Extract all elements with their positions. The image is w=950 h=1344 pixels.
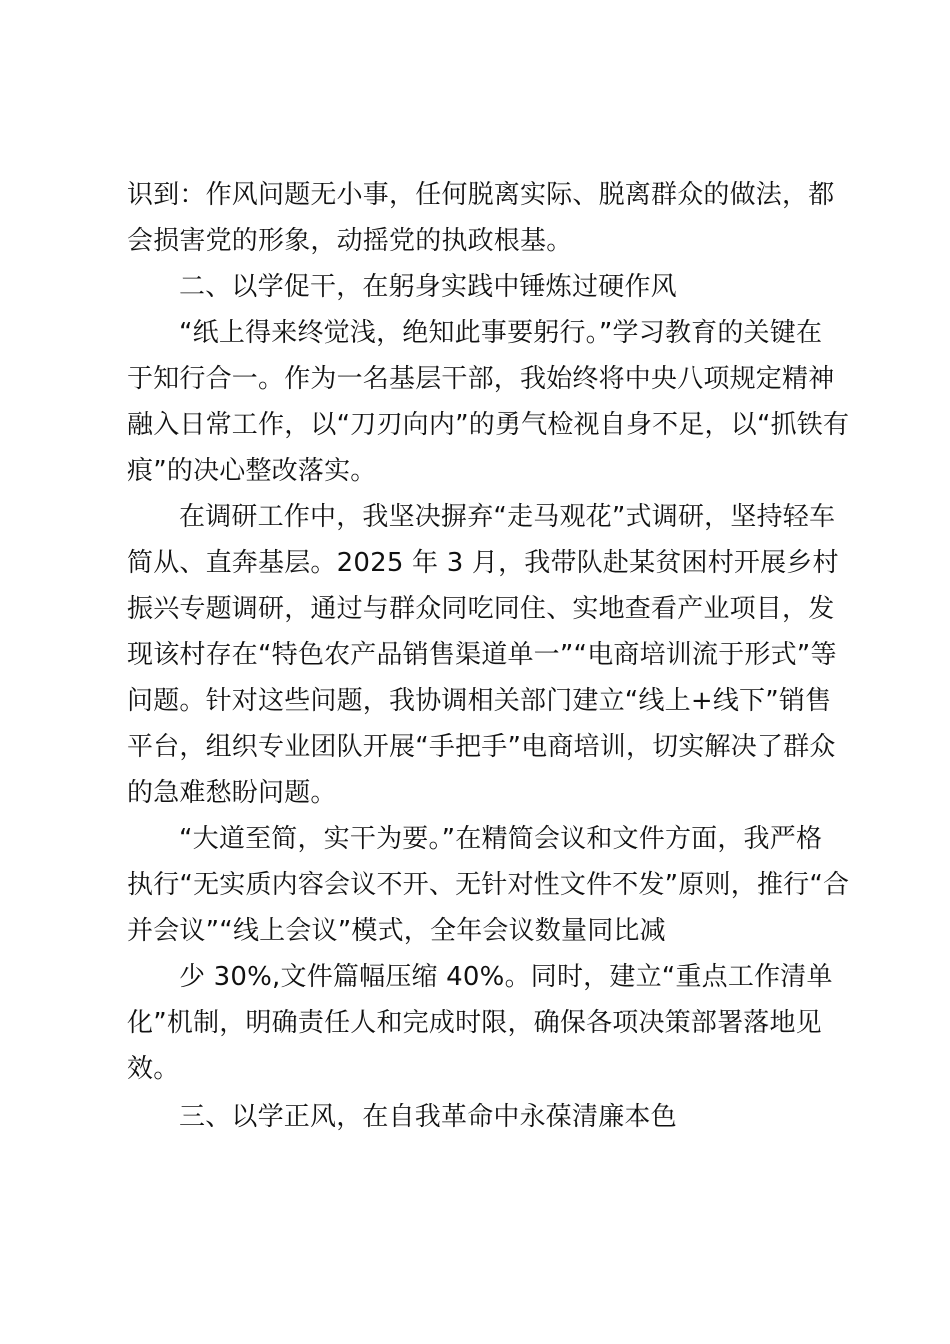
- paragraph-line: “大道至简，实干为要。”在精简会议和文件方面，我严格: [179, 824, 823, 854]
- paragraph-line: 并会议”“线上会议”模式，全年会议数量同比减: [127, 916, 666, 946]
- paragraph-line: 在调研工作中，我坚决摒弃“走马观花”式调研，坚持轻车: [179, 502, 836, 532]
- paragraph-line: 简从、直奔基层。2025 年 3 月，我带队赴某贫困村开展乡村: [127, 548, 839, 578]
- paragraph-line: 问题。针对这些问题，我协调相关部门建立“线上+线下”销售: [127, 686, 832, 716]
- paragraph-line: 的急难愁盼问题。: [127, 778, 337, 808]
- paragraph-line: 少 30%,文件篇幅压缩 40%。同时，建立“重点工作清单: [179, 962, 833, 992]
- paragraph-line: 痕”的决心整改落实。: [127, 456, 377, 486]
- paragraph-line: 识到：作风问题无小事，任何脱离实际、脱离群众的做法，都: [127, 180, 835, 210]
- paragraph-line: 融入日常工作，以“刀刃向内”的勇气检视自身不足，以“抓铁有: [127, 410, 850, 440]
- paragraph-line: 平台，组织专业团队开展“手把手”电商培训，切实解决了群众: [127, 732, 836, 762]
- paragraph-line: 现该村存在“特色农产品销售渠道单一”“电商培训流于形式”等: [127, 640, 837, 670]
- paragraph-line: 会损害党的形象，动摇党的执政根基。: [127, 226, 573, 256]
- paragraph-line: 振兴专题调研，通过与群众同吃同住、实地查看产业项目，发: [127, 594, 835, 624]
- paragraph-line: “纸上得来终觉浅，绝知此事要躬行。”学习教育的关键在: [179, 318, 823, 348]
- paragraph-line: 效。: [127, 1054, 180, 1084]
- section-heading-3: 三、以学正风，在自我革命中永葆清廉本色: [179, 1102, 677, 1132]
- paragraph-line: 执行“无实质内容会议不开、无针对性文件不发”原则，推行“合: [127, 870, 850, 900]
- paragraph-line: 化”机制，明确责任人和完成时限，确保各项决策部署落地见: [127, 1008, 822, 1038]
- section-heading-2: 二、以学促干，在躬身实践中锤炼过硬作风: [179, 272, 677, 302]
- paragraph-line: 于知行合一。作为一名基层干部，我始终将中央八项规定精神: [127, 364, 835, 394]
